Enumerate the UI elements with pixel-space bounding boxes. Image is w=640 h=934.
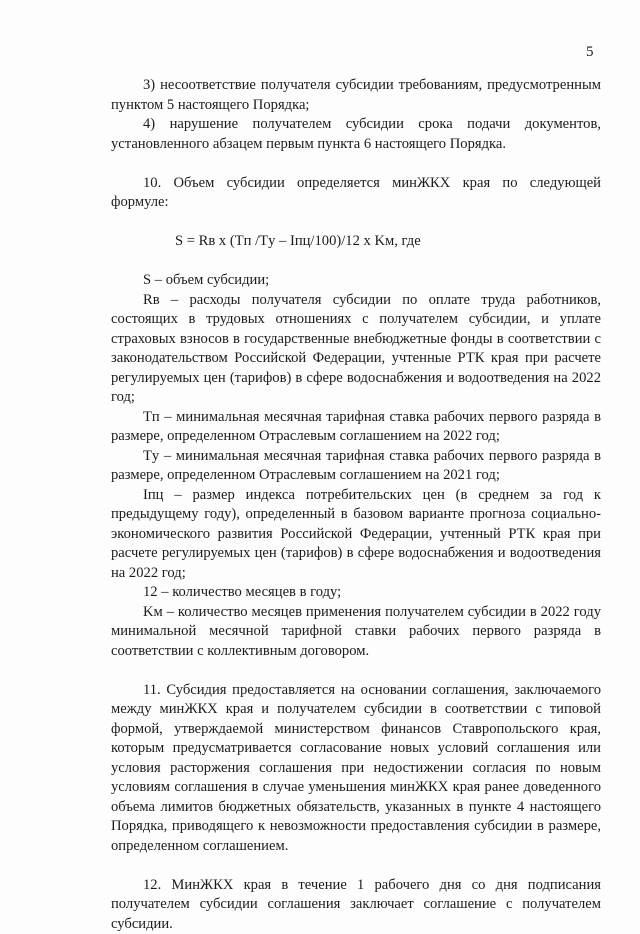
paragraph-10-intro: 10. Объем субсидии определяется минЖКХ края по следующей формуле: <box>111 174 601 213</box>
definition-tu: Tу – минимальная месячная тарифная ставка рабочих первого разряда в размере, определенном Отраслевым соглашением на 2021 год; <box>111 447 601 486</box>
paragraph-11: 11. Субсидия предоставляется на основании соглашения, заключаемого между минЖКХ края и получателем субсидии в соответствии с типовой формой, утверждаемой министерством финансов Ставропольского края, которым предусматривается согласование новых условий соглашения или условия расторжения соглашения при недостижении согласия по новым условиям соглашения в случае уменьшения минЖКХ края ранее доведенного объема лимитов бюджетных обязательств, указанных в пункте 4 настоящего Порядка, приводящего к невозможности предоставления субсидии в размере, определенном соглашением. <box>111 681 601 857</box>
definition-ipc: Iпц – размер индекса потребительских цен (в среднем за год к предыдущему году), определенный в базовом варианте прогноза социально-экономического развития Российской Федерации, учтенный РТК края при расчете регулируемых цен (тарифов) в сфере водоснабжения и водоотведения на 2022 год; <box>111 486 601 584</box>
item-3: 3) несоответствие получателя субсидии требованиям, предусмотренным пунктом 5 настоящего Порядка; <box>111 76 601 115</box>
page-number: 5 <box>586 44 594 61</box>
item-4: 4) нарушение получателем субсидии срока подачи документов, установленного абзацем первым пункта 6 настоящего Порядка. <box>111 115 601 154</box>
document-body <box>111 76 601 934</box>
definition-km: Kм – количество месяцев применения получателем субсидии в 2022 году минимальной месячной тарифной ставки рабочих первого разряда в соответствии с коллективным договором. <box>111 603 601 662</box>
definition-tp: Tп – минимальная месячная тарифная ставка рабочих первого разряда в размере, определенном Отраслевым соглашением на 2022 год; <box>111 408 601 447</box>
definition-12: 12 – количество месяцев в году; <box>111 583 601 603</box>
definition-rv: Rв – расходы получателя субсидии по оплате труда работников, состоящих в трудовых отношениях с получателем субсидии, и уплате страховых взносов в государственные внебюджетные фонды в соответствии с законодательством Российской Федерации, учтенные РТК края при расчете регулируемых цен (тарифов) в сфере водоснабжения и водоотведения на 2022 год; <box>111 291 601 408</box>
subsidy-formula: S = Rв x (Tп /Tу – Iпц/100)/12 x Kм, где <box>111 232 601 252</box>
paragraph-12: 12. МинЖКХ края в течение 1 рабочего дня со дня подписания получателем субсидии соглашения заключает соглашение с получателем субсидии. <box>111 876 601 934</box>
definition-s: S – объем субсидии; <box>111 271 601 291</box>
